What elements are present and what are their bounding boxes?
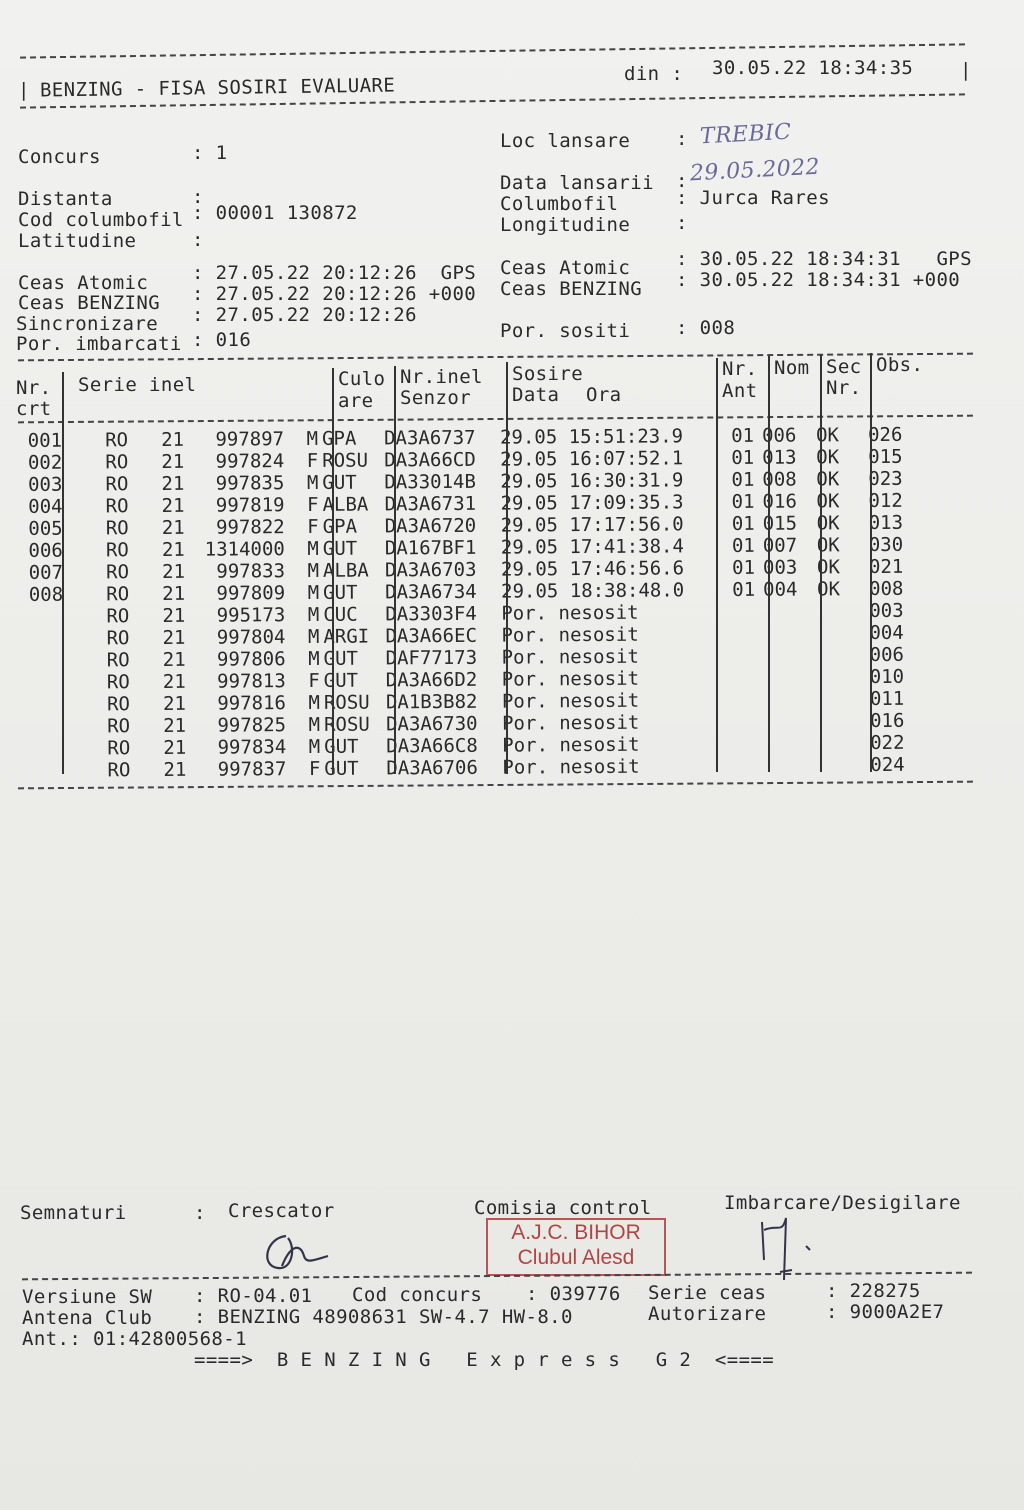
row-color: GPA [321, 427, 357, 450]
row-nom: 013 [762, 446, 797, 469]
row-antenna [706, 689, 760, 711]
row-antenna [706, 667, 760, 689]
row-year: 21 [162, 648, 186, 671]
sincronizare-label: Sincronizare [16, 313, 159, 335]
row-country: RO [105, 517, 129, 540]
row-arrival: 29.05 18:38:48.0 [501, 579, 685, 603]
data-lansarii-label: Data lansarii [500, 172, 654, 194]
sincronizare-value: : 27.05.22 20:12:26 [192, 304, 417, 326]
row-sex: M [308, 735, 321, 758]
row-ring-number: 997837 [217, 758, 287, 781]
col-rule-sosire [506, 362, 508, 774]
col-rule-senzor [394, 366, 396, 774]
row-sensor: DA3A6703 [384, 558, 477, 582]
row-country: RO [107, 715, 131, 738]
row-color: GUT [323, 581, 358, 604]
row-arrival: 29.05 16:30:31.9 [500, 469, 684, 493]
por-sositi-value: : 008 [676, 317, 736, 339]
row-arrival: 29.05 16:07:52.1 [500, 447, 684, 471]
row-sensor: DAF77173 [385, 646, 478, 670]
por-imbarcati-label: Por. imbarcati [16, 333, 182, 355]
title-left-bar: | [18, 79, 30, 101]
row-sensor: DA3303F4 [385, 602, 477, 626]
latitudine-label: Latitudine [18, 230, 137, 252]
crescator-label: Crescator [228, 1200, 335, 1222]
din-value: 30.05.22 18:34:35 [712, 57, 914, 79]
row-antenna [705, 601, 759, 623]
header-nr: Nr. [16, 377, 52, 399]
longitudine-value: : [676, 212, 688, 234]
row-antenna [706, 755, 760, 777]
row-country: RO [106, 627, 130, 650]
brand-line: ====> B E N Z I N G E x p r e s s G 2 <==== [194, 1349, 775, 1371]
row-sec: OK [816, 556, 840, 579]
row-obs: 016 [869, 709, 905, 733]
row-color: ROSU [322, 449, 369, 472]
row-ring-number: 1314000 [204, 538, 285, 561]
row-country: RO [105, 429, 129, 452]
row-sex: F [306, 449, 319, 472]
header-data: Data [512, 384, 560, 406]
row-country: RO [105, 451, 129, 474]
row-country: RO [106, 671, 130, 694]
row-antenna: 01 [731, 424, 755, 448]
row-obs: 023 [868, 467, 903, 491]
ceas-benzing-value: : 27.05.22 20:12:26 +000 [192, 283, 477, 305]
row-antenna: 01 [731, 490, 755, 514]
row-ring-number: 997822 [215, 516, 285, 539]
row-sensor: DA3A6720 [384, 514, 477, 538]
row-obs: 012 [868, 489, 903, 513]
row-country: RO [105, 473, 129, 496]
row-obs: 015 [868, 445, 903, 469]
ceas-atomic-label: Ceas Atomic [18, 272, 149, 294]
row-year: 21 [163, 714, 187, 737]
row-sensor: DA167BF1 [384, 536, 477, 560]
row-ring-number: 997816 [217, 692, 286, 715]
row-sex: M [306, 471, 319, 494]
row-sec: OK [816, 490, 840, 513]
data-lansarii-handwritten: 29.05.2022 [689, 154, 821, 187]
row-arrival: 29.05 17:09:35.3 [500, 491, 684, 515]
row-year: 21 [162, 670, 186, 693]
latitudine-value: : [192, 229, 204, 251]
row-color: GUT [324, 757, 359, 780]
din-label: din : [624, 63, 684, 85]
sheet-title: BENZING - FISA SOSIRI EVALUARE [39, 74, 396, 102]
row-country: RO [106, 561, 130, 584]
row-antenna: 01 [731, 446, 755, 470]
row-color: ALBA [322, 493, 369, 516]
row-year: 21 [161, 494, 185, 517]
row-arrival: Por. nesosit [501, 667, 640, 691]
ceas-benzing-right-label: Ceas BENZING [500, 278, 643, 300]
table-header-bottom-border [18, 415, 973, 424]
row-ring-number: 997824 [215, 450, 285, 473]
header-nr-inel: Nr.inel [400, 366, 483, 388]
row-antenna [706, 711, 760, 733]
row-antenna: 01 [731, 468, 755, 492]
row-ring-number: 997835 [215, 472, 285, 495]
row-country: RO [106, 693, 130, 716]
antena-label: Antena Club [22, 1307, 153, 1329]
row-antenna: 01 [731, 512, 755, 536]
columbofil-label: Columbofil [500, 193, 619, 215]
row-nr: 001 [27, 429, 63, 452]
ceas-benzing-right-value: : 30.05.22 18:34:31 +000 [676, 269, 961, 291]
ceas-atomic-right-value: : 30.05.22 18:34:31 GPS [676, 248, 972, 270]
row-ring-number: 997809 [216, 582, 286, 605]
row-year: 21 [161, 428, 185, 451]
row-nom: 007 [762, 534, 798, 557]
serie-ceas-label: Serie ceas [648, 1282, 767, 1304]
row-year: 21 [162, 692, 186, 715]
row-obs: 021 [868, 555, 904, 579]
row-sensor: DA3A66C8 [386, 734, 478, 758]
row-ring-number: 997834 [217, 736, 287, 759]
row-obs: 004 [869, 621, 904, 645]
loc-lansare-value: : [676, 128, 688, 150]
row-antenna: 01 [732, 556, 756, 580]
row-nr: 004 [28, 495, 63, 518]
row-obs: 003 [869, 599, 904, 623]
row-obs: 022 [870, 731, 905, 755]
row-arrival: Por. nesosit [502, 733, 640, 757]
row-nr: 006 [28, 539, 63, 562]
row-nom: 016 [762, 490, 797, 513]
row-color: ALBA [322, 559, 369, 582]
title-right-bar: | [960, 59, 972, 81]
row-sex: M [307, 559, 320, 582]
row-sex: M [307, 625, 320, 648]
row-arrival: 29.05 15:51:23.9 [499, 425, 684, 449]
row-obs: 013 [868, 511, 904, 535]
header-nr-ant-2: Ant [722, 380, 758, 402]
row-ring-number: 997897 [215, 428, 285, 451]
row-country: RO [106, 583, 130, 606]
crescator-signature [256, 1226, 336, 1276]
row-nom: 003 [762, 556, 798, 579]
row-arrival: 29.05 17:46:56.6 [500, 557, 685, 581]
row-country: RO [105, 539, 129, 562]
row-country: RO [105, 495, 129, 518]
row-year: 21 [162, 582, 186, 605]
row-sex: M [307, 603, 320, 626]
row-year: 21 [161, 516, 185, 539]
row-obs: 026 [867, 423, 903, 447]
arrivals-table [16, 424, 930, 782]
row-nom: 006 [761, 424, 797, 447]
row-obs: 010 [869, 665, 905, 689]
row-year: 21 [163, 758, 187, 781]
row-sex: M [308, 713, 321, 736]
row-nr: 003 [27, 473, 63, 496]
row-sex: F [307, 515, 319, 538]
por-sositi-label: Por. sositi [500, 320, 631, 342]
row-sex: M [307, 537, 319, 560]
header-sec-2: Nr. [826, 377, 862, 399]
arrivals-table-body [16, 424, 930, 782]
loc-lansare-handwritten: TREBIC [699, 119, 792, 150]
row-color: GUT [322, 537, 358, 560]
row-ring-number: 995173 [216, 604, 286, 627]
row-sensor: DA3A6706 [386, 756, 478, 780]
row-sec: OK [816, 446, 840, 469]
row-nom: 008 [762, 468, 797, 491]
ant-line: Ant.: 01:42800568-1 [22, 1328, 247, 1350]
row-country: RO [107, 759, 131, 782]
header-nom: Nom [774, 357, 810, 379]
row-sec: OK [816, 512, 840, 535]
row-ring-number: 997833 [216, 560, 286, 583]
row-sex: M [306, 427, 319, 450]
row-nr: 005 [28, 517, 63, 540]
ceas-atomic-value: : 27.05.22 20:12:26 GPS [192, 262, 477, 284]
row-nr: 007 [28, 561, 64, 584]
col-rule-nom [768, 356, 770, 772]
row-arrival: Por. nesosit [501, 645, 639, 669]
header-obs: Obs. [876, 354, 924, 376]
row-obs: 030 [868, 533, 904, 557]
row-arrival: Por. nesosit [501, 711, 640, 735]
row-nom: 004 [763, 578, 798, 601]
row-sex: F [308, 669, 320, 692]
row-sex: M [308, 691, 320, 714]
row-nom: 015 [762, 512, 798, 535]
row-arrival: Por. nesosit [501, 689, 640, 713]
row-year: 21 [161, 538, 185, 561]
row-antenna [706, 733, 760, 755]
semnaturi-colon: : [194, 1202, 206, 1224]
row-obs: 024 [870, 753, 905, 777]
versiune-label: Versiune SW [22, 1286, 153, 1308]
concurs-label: Concurs [18, 146, 101, 168]
row-nr: 008 [28, 583, 64, 606]
row-antenna [705, 623, 759, 645]
antena-value: : BENZING 48908631 SW-4.7 HW-8.0 [194, 1306, 573, 1328]
distanta-label: Distanta [18, 188, 113, 210]
row-sec: OK [816, 534, 840, 557]
col-rule-ant [716, 358, 718, 772]
row-sensor: DA3A66D2 [385, 668, 478, 692]
row-ring-number: 997813 [217, 670, 286, 693]
row-year: 21 [162, 604, 186, 627]
row-sensor: DA3A66EC [385, 624, 478, 648]
row-color: GUT [323, 647, 359, 670]
row-sec [814, 754, 866, 776]
columbofil-value: : Jurca Rares [676, 187, 830, 209]
row-country: RO [106, 605, 130, 628]
row-sensor: DA3A66CD [384, 448, 476, 472]
header-culo: Culo [338, 368, 386, 390]
row-sex: M [308, 647, 320, 670]
header-sosire: Sosire [512, 363, 584, 385]
row-color: GUT [323, 669, 359, 692]
row-arrival: Por. nesosit [501, 601, 639, 625]
table-bottom-border [18, 781, 973, 790]
concurs-value: : 1 [192, 142, 228, 164]
stamp-line-2: Clubul Alesd [517, 1246, 635, 1269]
header-nr-ant-1: Nr. [722, 358, 758, 380]
club-stamp [486, 1218, 666, 1276]
versiune-value: : RO-04.01 [194, 1285, 313, 1307]
row-color: GUT [322, 471, 357, 494]
imbarcare-label: Imbarcare/Desigilare [724, 1192, 961, 1214]
comisia-label: Comisia control [474, 1197, 652, 1219]
row-antenna: 01 [732, 578, 756, 602]
header-senzor: Senzor [400, 387, 472, 409]
col-rule-sec [820, 355, 822, 772]
stamp-line-1: A.J.C. BIHOR [511, 1221, 641, 1244]
por-imbarcati-value: : 016 [192, 329, 252, 351]
cod-columbofil-label: Cod columbofil [18, 209, 184, 231]
row-antenna [706, 645, 760, 667]
row-year: 21 [161, 472, 185, 495]
row-obs: 006 [869, 643, 904, 667]
header-sec-1: Sec [826, 356, 862, 378]
row-sec: OK [815, 424, 840, 447]
loc-lansare-label: Loc lansare [500, 130, 631, 152]
imbarcare-signature [752, 1210, 822, 1290]
row-obs: 008 [869, 577, 904, 601]
row-year: 21 [162, 560, 186, 583]
row-sensor: DA3A6734 [385, 580, 477, 604]
row-nr: 002 [27, 451, 63, 474]
row-sec: OK [816, 468, 840, 491]
row-color: GUT [324, 735, 359, 758]
autorizare-value: : 9000A2E7 [826, 1301, 945, 1323]
cod-columbofil-value: : 00001 130872 [192, 202, 358, 224]
autorizare-label: Autorizare [648, 1303, 767, 1325]
ceas-benzing-label: Ceas BENZING [18, 292, 161, 314]
row-year: 21 [162, 626, 186, 649]
header-are: are [338, 390, 374, 412]
row-arrival: Por. nesosit [501, 623, 639, 647]
data-lansarii-value: : [676, 170, 688, 192]
row-ring-number: 997825 [217, 714, 287, 737]
row-sex: M [307, 581, 320, 604]
row-color: CUC [323, 603, 358, 626]
ceas-atomic-right-label: Ceas Atomic [500, 257, 631, 279]
row-sensor: DA1B3B82 [385, 690, 478, 714]
row-color: ARGI [323, 625, 370, 648]
row-sex: F [308, 757, 321, 780]
row-sec: OK [817, 578, 841, 601]
row-ring-number: 997804 [216, 626, 286, 649]
row-year: 21 [161, 450, 185, 473]
row-ring-number: 997819 [215, 494, 285, 517]
semnaturi-label: Semnaturi [20, 1202, 127, 1224]
row-ring-number: 997806 [216, 648, 286, 671]
row-color: ROSU [323, 691, 370, 714]
row-sensor: DA3A6737 [383, 426, 476, 450]
header-crt: crt [16, 398, 52, 420]
row-sensor: DA3A6731 [384, 492, 477, 516]
header-ora: Ora [586, 384, 622, 406]
row-sex: F [307, 493, 319, 516]
distanta-value: : [192, 186, 204, 208]
row-arrival: Por. nesosit [502, 755, 640, 779]
row-arrival: 29.05 17:41:38.4 [500, 535, 684, 559]
col-rule-nr [62, 372, 64, 774]
row-country: RO [106, 649, 130, 672]
header-serie: Serie inel [78, 374, 197, 396]
row-obs: 011 [869, 687, 905, 711]
cod-concurs-label: Cod concurs [352, 1284, 483, 1306]
row-color: ROSU [323, 713, 370, 736]
row-arrival: 29.05 17:17:56.0 [500, 513, 684, 537]
row-year: 21 [163, 736, 187, 759]
col-rule-culoare [332, 368, 334, 774]
row-antenna: 01 [731, 534, 755, 558]
col-rule-obs [870, 353, 872, 772]
cod-concurs-value: : 039776 [526, 1283, 621, 1305]
longitudine-label: Longitudine [500, 214, 631, 236]
serie-ceas-value: : 228275 [826, 1280, 921, 1302]
row-sensor: DA33014B [384, 470, 476, 494]
row-country: RO [107, 737, 131, 760]
row-sensor: DA3A6730 [385, 712, 478, 736]
row-color: GPA [322, 515, 358, 538]
